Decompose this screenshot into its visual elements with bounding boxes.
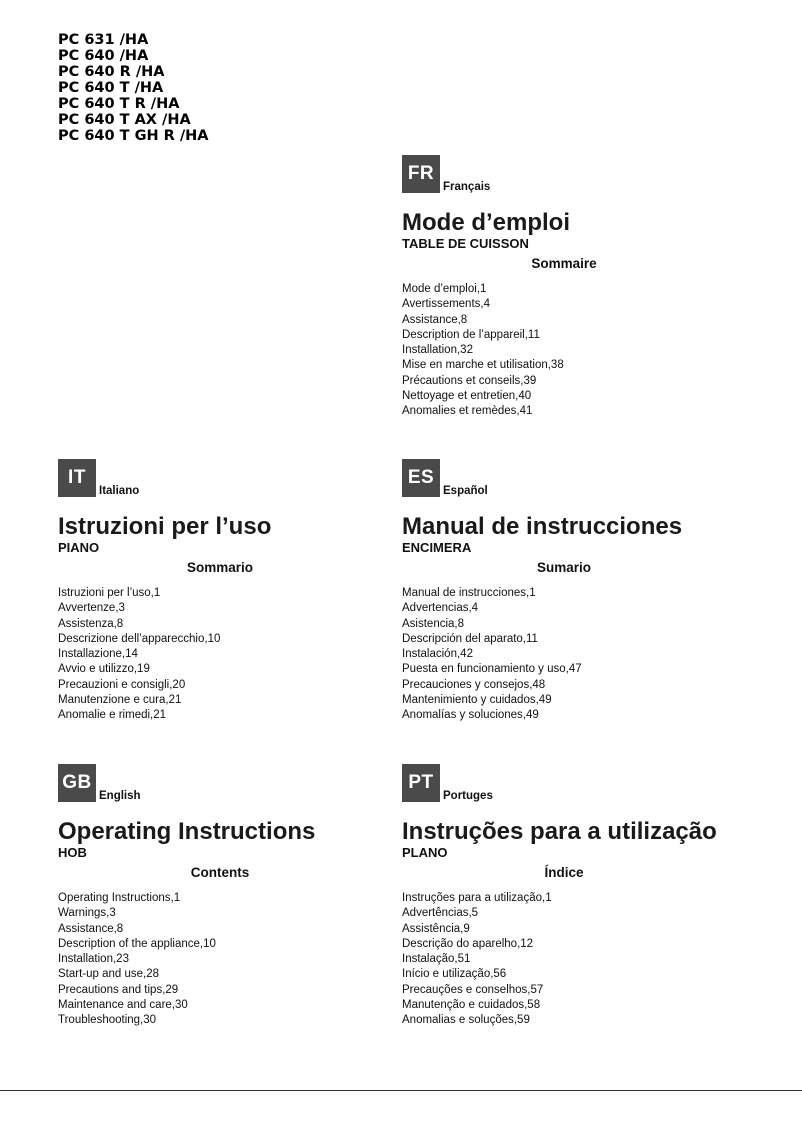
- toc-item: Início e utilização,56: [402, 968, 507, 981]
- toc-item: Istruzioni per l’uso,1: [58, 587, 161, 599]
- toc-item: Instalação,51: [402, 953, 471, 966]
- model-name: PC 640 T GH R /HA: [58, 128, 209, 144]
- table-of-contents: [58, 586, 388, 724]
- section-title: Operating Instructions: [58, 818, 316, 845]
- toc-item: Warnings,3: [58, 907, 116, 920]
- toc-item: Manutenzione e cura,21: [58, 694, 182, 707]
- table-of-contents: [402, 891, 732, 1029]
- language-header: [402, 459, 732, 497]
- section-portuguese: [402, 764, 732, 1029]
- toc-item: Anomalias e soluções,59: [402, 1014, 530, 1027]
- toc-item: Installazione,14: [58, 648, 138, 661]
- contents-heading: Sommario: [186, 560, 254, 575]
- toc-item: Precauciones y consejos,48: [402, 678, 546, 691]
- model-list: [58, 32, 209, 144]
- toc-item: Descrição do aparelho,12: [402, 937, 534, 950]
- toc-item: Precauzioni e consigli,20: [58, 678, 186, 691]
- toc-item: Advertencias,4: [402, 602, 479, 615]
- language-name: Français: [443, 181, 491, 193]
- toc-item: Mode d’emploi,1: [402, 283, 487, 295]
- section-english: [58, 764, 388, 1029]
- toc-item: Installation,32: [402, 344, 473, 357]
- language-header: [58, 764, 388, 802]
- toc-item: Descrizione dell’apparecchio,10: [58, 632, 221, 645]
- toc-item: Assistance,8: [402, 313, 468, 326]
- toc-item: Descripción del aparato,11: [402, 632, 538, 645]
- table-of-contents: [402, 282, 732, 420]
- model-name: PC 640 T R /HA: [58, 96, 180, 112]
- model-name: PC 640 T AX /HA: [58, 112, 191, 128]
- language-name: Portuges: [443, 790, 493, 802]
- model-name: PC 640 R /HA: [58, 64, 165, 80]
- toc-item: Anomalie e rimedi,21: [58, 709, 167, 722]
- toc-item: Anomalies et remèdes,41: [402, 405, 533, 418]
- table-of-contents: [58, 891, 388, 1029]
- section-title: Istruzioni per l’uso: [58, 513, 272, 540]
- toc-item: Nettoyage et entretien,40: [402, 390, 532, 403]
- language-name: Italiano: [99, 485, 140, 497]
- toc-item: Mise en marche et utilisation,38: [402, 359, 564, 372]
- toc-item: Instalación,42: [402, 648, 473, 661]
- language-badge: PT: [402, 764, 440, 802]
- toc-item: Assistenza,8: [58, 617, 124, 630]
- toc-item: Maintenance and care,30: [58, 999, 188, 1012]
- toc-item: Precautions and tips,29: [58, 983, 179, 996]
- contents-heading: Contents: [190, 865, 250, 880]
- toc-item: Advertências,5: [402, 907, 479, 920]
- toc-item: Assistência,9: [402, 922, 470, 935]
- toc-item: Description of the appliance,10: [58, 937, 216, 950]
- toc-item: Precauções e conselhos,57: [402, 983, 544, 996]
- contents-heading: Sumario: [536, 560, 591, 575]
- toc-item: Instruções para a utilização,1: [402, 892, 552, 904]
- section-title: Mode d’emploi: [402, 209, 570, 236]
- toc-item: Avvio e utilizzo,19: [58, 663, 150, 676]
- toc-item: Avertissements,4: [402, 298, 490, 311]
- toc-item: Avvertenze,3: [58, 602, 125, 615]
- toc-item: Précautions et conseils,39: [402, 374, 537, 387]
- language-name: English: [99, 790, 141, 802]
- section-subtitle: HOB: [58, 845, 87, 860]
- language-badge: GB: [58, 764, 96, 802]
- section-subtitle: ENCIMERA: [402, 540, 472, 555]
- toc-item: Manutenção e cuidados,58: [402, 999, 541, 1012]
- toc-item: Operating Instructions,1: [58, 892, 181, 904]
- model-name: PC 640 /HA: [58, 48, 149, 64]
- language-badge: IT: [58, 459, 96, 497]
- contents-heading: Sommaire: [531, 256, 597, 271]
- section-subtitle: PLANO: [402, 845, 448, 860]
- language-header: [402, 764, 732, 802]
- language-badge: FR: [402, 155, 440, 193]
- section-subtitle: TABLE DE CUISSON: [402, 236, 529, 251]
- section-subtitle: PIANO: [58, 540, 100, 555]
- toc-item: Troubleshooting,30: [58, 1014, 157, 1027]
- contents-heading: Índice: [544, 865, 584, 880]
- toc-item: Assistance,8: [58, 922, 124, 935]
- toc-item: Description de l’appareil,11: [402, 328, 540, 341]
- language-header: [402, 155, 732, 193]
- toc-item: Puesta en funcionamiento y uso,47: [402, 663, 582, 676]
- language-badge: ES: [402, 459, 440, 497]
- section-title: Manual de instrucciones: [402, 513, 683, 540]
- toc-item: Asistencia,8: [402, 617, 465, 630]
- language-name: Español: [443, 485, 488, 497]
- section-spanish: [402, 459, 732, 724]
- language-header: [58, 459, 388, 497]
- table-of-contents: [402, 586, 732, 724]
- model-name: PC 640 T /HA: [58, 80, 164, 96]
- toc-item: Manual de instrucciones,1: [402, 587, 536, 599]
- section-french: [402, 155, 732, 420]
- toc-item: Start-up and use,28: [58, 968, 160, 981]
- toc-item: Installation,23: [58, 953, 129, 966]
- footer-divider: [0, 1090, 802, 1091]
- toc-item: Anomalías y soluciones,49: [402, 709, 539, 722]
- model-name: PC 631 /HA: [58, 32, 149, 48]
- toc-item: Mantenimiento y cuidados,49: [402, 694, 552, 707]
- section-title: Instruções para a utilização: [402, 818, 717, 845]
- section-italian: [58, 459, 388, 724]
